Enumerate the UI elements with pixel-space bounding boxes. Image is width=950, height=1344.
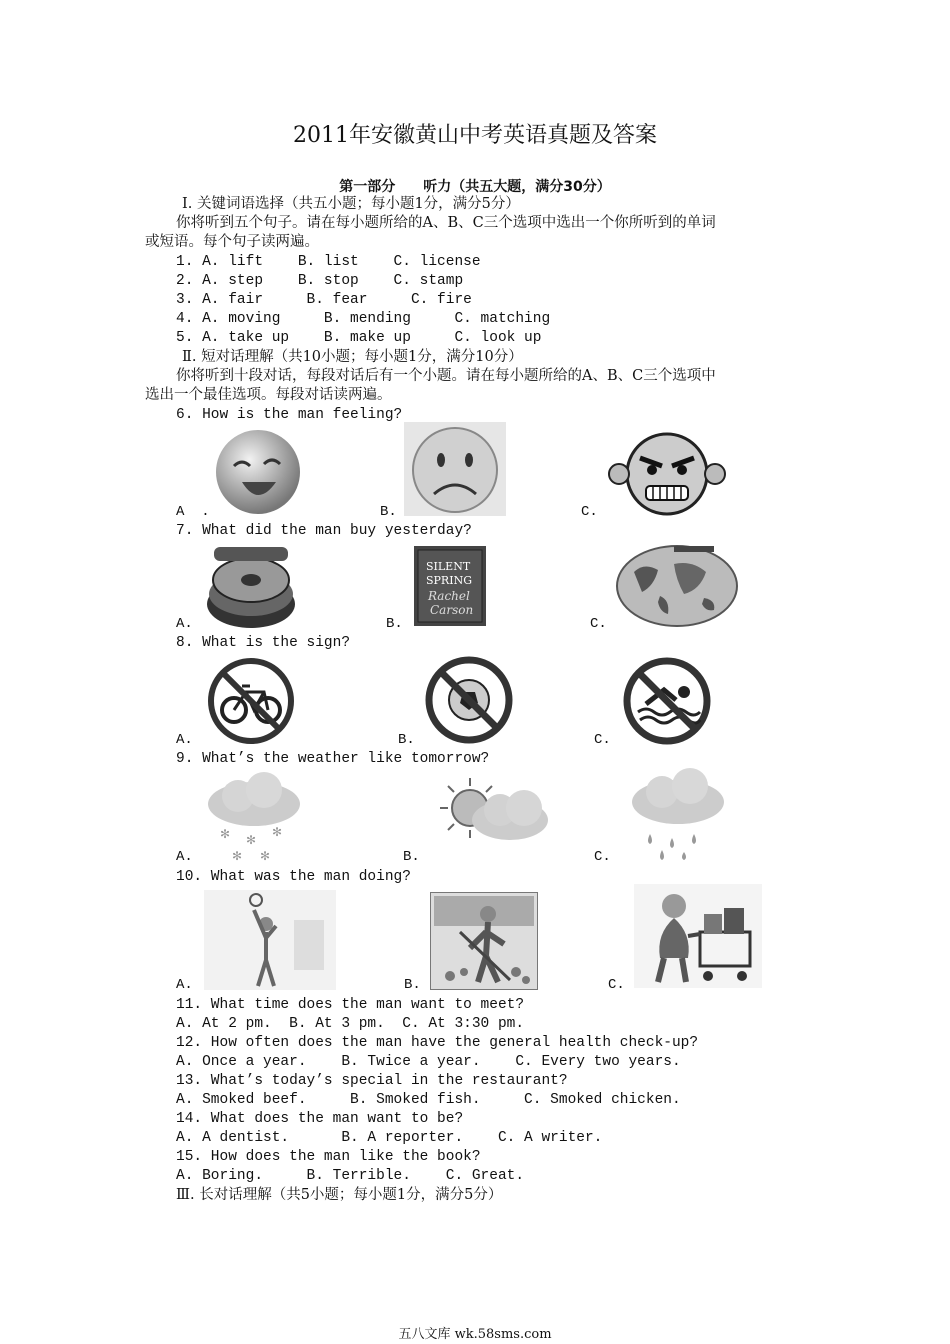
q6-option-a: A . [176,504,210,520]
q9-option-c: C. [594,849,611,865]
part2-instruction-line1: 你将听到十段对话，每段对话后有一个小题。请在每小题所给的A、B、C三个选项中 [176,368,716,384]
question-14: 14. What does the man want to be? [176,1111,464,1127]
part2-heading: Ⅱ. 短对话理解（共10小题；每小题1分，满分10分） [182,349,523,365]
question-12: 12. How often does the man have the general health check-up? [176,1035,699,1051]
playing-tennis-picture [204,890,336,990]
no-swimming-sign [620,654,714,748]
q10-option-b: B. [404,977,421,993]
page-title: 2011年安徽黄山中考英语真题及答案 [293,123,657,148]
part1-instruction-line2: 或短语。每个句子读两遍。 [145,234,319,250]
part1-instruction-line1: 你将听到五个句子。请在每小题所给的A、B、C三个选项中选出一个你所听到的单词 [176,215,716,231]
raking-leaves-picture [430,892,538,990]
shopping-picture [634,884,762,988]
question-11-options: A. At 2 pm. B. At 3 pm. C. At 3:30 pm. [176,1016,525,1032]
q8-option-a: A. [176,732,193,748]
footer-watermark: 五八文库 wk.58sms.com [398,1327,552,1342]
question-1: 1. A. lift B. list C. license [176,254,481,270]
question-15-options: A. Boring. B. Terrible. C. Great. [176,1168,525,1184]
q10-option-a: A. [176,977,193,993]
question-11: 11. What time does the man want to meet? [176,997,525,1013]
no-football-sign [422,652,516,748]
book-title-word-1: SILENT [426,560,471,573]
question-14-options: A. A dentist. B. A reporter. C. A writer. [176,1130,603,1146]
snow-cloud-picture [202,772,306,864]
q7-option-b: B. [386,616,403,632]
happy-face-picture [214,428,302,516]
question-4: 4. A. moving B. mending C. matching [176,311,551,327]
book-picture [412,544,488,628]
question-8: 8. What is the sign? [176,635,351,651]
q8-option-c: C. [594,732,611,748]
angry-face-picture [604,430,730,518]
q7-option-a: A. [176,616,193,632]
question-3: 3. A. fair B. fear C. fire [176,292,472,308]
q8-option-b: B. [398,732,415,748]
q10-option-c: C. [608,977,625,993]
no-bicycles-sign [204,656,298,746]
part1-heading: Ⅰ. 关键词语选择（共五小题；每小题1分，满分5分） [182,196,520,212]
question-6: 6. How is the man feeling? [176,407,403,423]
cd-player-picture [204,542,298,632]
world-map-picture [614,542,740,630]
question-5: 5. A. take up B. make up C. look up [176,330,542,346]
svg-text:✻: ✻ [232,849,243,863]
svg-text:✻: ✻ [246,833,257,847]
q7-option-c: C. [590,616,607,632]
book-author-first: Rachel [428,589,470,603]
rain-cloud-picture [628,768,728,860]
svg-text:✻: ✻ [220,827,231,841]
q6-option-b: B. [380,504,397,520]
question-13: 13. What’s today’s special in the restaurant? [176,1073,568,1089]
part3-heading: Ⅲ. 长对话理解（共5小题；每小题1分，满分5分） [176,1187,503,1203]
sad-face-picture [404,422,506,516]
section-title: 第一部分 听力（共五大题，满分30分） [339,179,611,195]
svg-text:✻: ✻ [260,849,271,863]
question-15: 15. How does the man like the book? [176,1149,481,1165]
sun-and-cloud-picture [428,770,552,850]
question-10: 10. What was the man doing? [176,869,411,885]
book-title-word-2: SPRING [426,574,472,587]
svg-text:✻: ✻ [272,825,283,839]
question-9: 9. What’s the weather like tomorrow? [176,751,490,767]
part2-instruction-line2: 选出一个最佳选项。每段对话读两遍。 [145,387,392,403]
question-13-options: A. Smoked beef. B. Smoked fish. C. Smoked chicken. [176,1092,681,1108]
q9-option-b: B. [403,849,420,865]
question-12-options: A. Once a year. B. Twice a year. C. Every two years. [176,1054,681,1070]
book-author-last: Carson [430,603,474,617]
q9-option-a: A. [176,849,193,865]
q6-option-c: C. [581,504,598,520]
question-2: 2. A. step B. stop C. stamp [176,273,464,289]
question-7: 7. What did the man buy yesterday? [176,523,472,539]
